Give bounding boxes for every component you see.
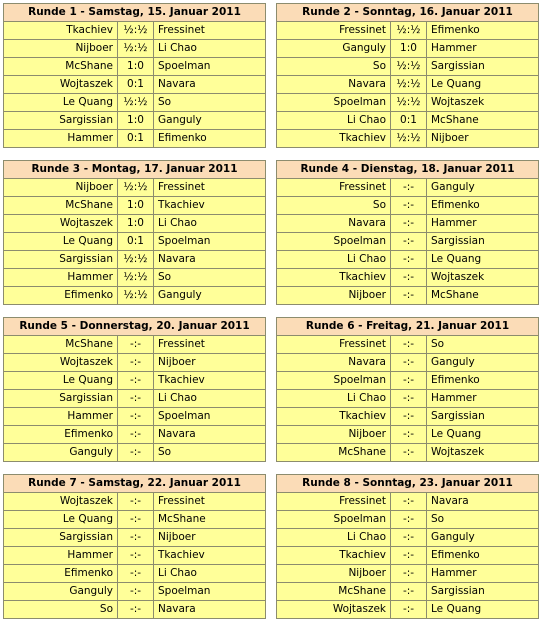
game-score: -:- [391, 336, 427, 354]
round-table-8 [276, 474, 539, 619]
game-score: -:- [118, 547, 154, 565]
home-player: Le Quang [4, 94, 118, 112]
away-player: Li Chao [154, 565, 266, 583]
game-row [277, 179, 539, 197]
game-score: -:- [118, 408, 154, 426]
away-player: Spoelman [154, 583, 266, 601]
game-score: -:- [391, 215, 427, 233]
game-row [4, 130, 266, 148]
away-player: Spoelman [154, 408, 266, 426]
home-player: Nijboer [277, 426, 391, 444]
home-player: Ganguly [4, 444, 118, 462]
away-player: Fressinet [154, 493, 266, 511]
home-player: Sargissian [4, 529, 118, 547]
home-player: Hammer [4, 269, 118, 287]
game-score: -:- [391, 390, 427, 408]
game-score: -:- [391, 565, 427, 583]
game-row [277, 601, 539, 619]
game-score: -:- [118, 583, 154, 601]
away-player: Li Chao [154, 390, 266, 408]
game-score: -:- [118, 601, 154, 619]
round-table-4 [276, 160, 539, 305]
game-row [4, 426, 266, 444]
home-player: Efimenko [4, 426, 118, 444]
game-row [4, 493, 266, 511]
game-row [277, 76, 539, 94]
game-row [4, 94, 266, 112]
round-table-1 [3, 3, 266, 148]
round-title: Runde 5 - Donnerstag, 20. Januar 2011 [4, 318, 266, 336]
game-row [4, 565, 266, 583]
away-player: Tkachiev [154, 547, 266, 565]
away-player: Wojtaszek [427, 94, 539, 112]
game-row [4, 233, 266, 251]
away-player: Nijboer [154, 529, 266, 547]
round-table-6 [276, 317, 539, 462]
game-score: 1:0 [391, 40, 427, 58]
home-player: Ganguly [4, 583, 118, 601]
home-player: Hammer [4, 130, 118, 148]
away-player: Spoelman [154, 58, 266, 76]
game-row [277, 233, 539, 251]
away-player: Spoelman [154, 233, 266, 251]
home-player: Wojtaszek [277, 601, 391, 619]
game-score: ½:½ [118, 179, 154, 197]
game-row [277, 354, 539, 372]
home-player: Sargissian [4, 251, 118, 269]
game-score: -:- [118, 426, 154, 444]
game-row [4, 390, 266, 408]
away-player: Efimenko [427, 22, 539, 40]
home-player: Fressinet [277, 493, 391, 511]
game-row [277, 130, 539, 148]
away-player: Navara [154, 601, 266, 619]
home-player: Tkachiev [277, 130, 391, 148]
game-score: ½:½ [118, 251, 154, 269]
game-row [277, 215, 539, 233]
away-player: Efimenko [427, 372, 539, 390]
home-player: Le Quang [4, 511, 118, 529]
away-player: McShane [427, 287, 539, 305]
game-row [4, 354, 266, 372]
home-player: McShane [4, 58, 118, 76]
away-player: So [154, 269, 266, 287]
away-player: Sargissian [427, 408, 539, 426]
away-player: Efimenko [427, 547, 539, 565]
game-row [277, 426, 539, 444]
round-table-3 [3, 160, 266, 305]
away-player: Hammer [427, 215, 539, 233]
away-player: Le Quang [427, 601, 539, 619]
home-player: Wojtaszek [4, 76, 118, 94]
game-score: -:- [391, 547, 427, 565]
home-player: Li Chao [277, 112, 391, 130]
game-score: -:- [118, 511, 154, 529]
game-score: 1:0 [118, 197, 154, 215]
away-player: Ganguly [154, 287, 266, 305]
game-score: ½:½ [391, 130, 427, 148]
game-score: -:- [391, 197, 427, 215]
away-player: Efimenko [154, 130, 266, 148]
game-row [4, 287, 266, 305]
home-player: Nijboer [4, 179, 118, 197]
game-row [4, 58, 266, 76]
round-title: Runde 6 - Freitag, 21. Januar 2011 [277, 318, 539, 336]
game-row [4, 372, 266, 390]
away-player: Fressinet [154, 179, 266, 197]
away-player: Tkachiev [154, 372, 266, 390]
game-score: -:- [118, 390, 154, 408]
round-table-2 [276, 3, 539, 148]
game-score: 0:1 [391, 112, 427, 130]
home-player: Ganguly [277, 40, 391, 58]
game-score: ½:½ [118, 269, 154, 287]
home-player: Sargissian [4, 112, 118, 130]
game-row [277, 251, 539, 269]
home-player: Navara [277, 354, 391, 372]
game-score: -:- [391, 601, 427, 619]
away-player: Sargissian [427, 583, 539, 601]
game-row [277, 444, 539, 462]
home-player: Wojtaszek [4, 354, 118, 372]
game-row [4, 179, 266, 197]
away-player: Wojtaszek [427, 269, 539, 287]
away-player: McShane [427, 112, 539, 130]
away-player: Navara [154, 426, 266, 444]
round-table-7 [3, 474, 266, 619]
game-row [277, 287, 539, 305]
game-row [4, 444, 266, 462]
home-player: Nijboer [277, 565, 391, 583]
game-score: 1:0 [118, 112, 154, 130]
away-player: Ganguly [427, 179, 539, 197]
game-row [277, 390, 539, 408]
home-player: McShane [277, 444, 391, 462]
game-row [277, 58, 539, 76]
home-player: McShane [4, 197, 118, 215]
game-row [4, 547, 266, 565]
game-score: -:- [391, 583, 427, 601]
game-row [4, 251, 266, 269]
game-score: 0:1 [118, 130, 154, 148]
round-table-5 [3, 317, 266, 462]
game-row [277, 197, 539, 215]
home-player: McShane [277, 583, 391, 601]
game-score: ½:½ [118, 22, 154, 40]
away-player: Ganguly [427, 529, 539, 547]
game-row [277, 547, 539, 565]
game-score: -:- [391, 444, 427, 462]
game-row [4, 511, 266, 529]
round-title: Runde 2 - Sonntag, 16. Januar 2011 [277, 4, 539, 22]
game-score: -:- [391, 287, 427, 305]
home-player: Nijboer [277, 287, 391, 305]
game-score: -:- [391, 179, 427, 197]
game-score: ½:½ [391, 76, 427, 94]
away-player: So [427, 336, 539, 354]
game-score: -:- [118, 444, 154, 462]
game-score: -:- [391, 408, 427, 426]
away-player: Li Chao [154, 40, 266, 58]
home-player: Fressinet [277, 22, 391, 40]
home-player: Navara [277, 76, 391, 94]
away-player: Le Quang [427, 76, 539, 94]
game-row [4, 76, 266, 94]
away-player: Hammer [427, 40, 539, 58]
game-row [277, 565, 539, 583]
away-player: Li Chao [154, 215, 266, 233]
game-row [277, 372, 539, 390]
home-player: Hammer [4, 547, 118, 565]
away-player: Fressinet [154, 22, 266, 40]
home-player: Tkachiev [277, 408, 391, 426]
game-row [4, 197, 266, 215]
home-player: So [4, 601, 118, 619]
game-score: -:- [118, 565, 154, 583]
game-row [277, 529, 539, 547]
away-player: Hammer [427, 390, 539, 408]
game-score: ½:½ [391, 58, 427, 76]
round-title: Runde 4 - Dienstag, 18. Januar 2011 [277, 161, 539, 179]
away-player: Le Quang [427, 426, 539, 444]
game-score: -:- [391, 251, 427, 269]
game-row [4, 215, 266, 233]
away-player: Navara [154, 76, 266, 94]
away-player: Tkachiev [154, 197, 266, 215]
game-row [277, 493, 539, 511]
away-player: Nijboer [427, 130, 539, 148]
game-score: 1:0 [118, 58, 154, 76]
home-player: Nijboer [4, 40, 118, 58]
home-player: Spoelman [277, 233, 391, 251]
home-player: Li Chao [277, 390, 391, 408]
away-player: Ganguly [154, 112, 266, 130]
game-score: -:- [118, 493, 154, 511]
home-player: Fressinet [277, 179, 391, 197]
game-score: -:- [391, 354, 427, 372]
home-player: Li Chao [277, 529, 391, 547]
game-row [4, 408, 266, 426]
away-player: Nijboer [154, 354, 266, 372]
game-row [277, 408, 539, 426]
away-player: McShane [154, 511, 266, 529]
game-score: -:- [391, 372, 427, 390]
home-player: So [277, 197, 391, 215]
home-player: Navara [277, 215, 391, 233]
game-row [277, 112, 539, 130]
home-player: Wojtaszek [4, 493, 118, 511]
home-player: So [277, 58, 391, 76]
game-score: -:- [391, 426, 427, 444]
game-row [277, 94, 539, 112]
round-title: Runde 1 - Samstag, 15. Januar 2011 [4, 4, 266, 22]
home-player: Wojtaszek [4, 215, 118, 233]
home-player: Tkachiev [277, 269, 391, 287]
game-row [4, 583, 266, 601]
game-score: -:- [118, 529, 154, 547]
away-player: Le Quang [427, 251, 539, 269]
game-score: -:- [118, 372, 154, 390]
home-player: Sargissian [4, 390, 118, 408]
home-player: Spoelman [277, 372, 391, 390]
away-player: Navara [154, 251, 266, 269]
away-player: So [427, 511, 539, 529]
home-player: Le Quang [4, 372, 118, 390]
game-score: ½:½ [118, 40, 154, 58]
home-player: Le Quang [4, 233, 118, 251]
round-title: Runde 8 - Sonntag, 23. Januar 2011 [277, 475, 539, 493]
game-row [277, 22, 539, 40]
game-row [277, 336, 539, 354]
home-player: Fressinet [277, 336, 391, 354]
game-row [4, 40, 266, 58]
home-player: Efimenko [4, 287, 118, 305]
game-score: -:- [391, 511, 427, 529]
away-player: Navara [427, 493, 539, 511]
game-score: 0:1 [118, 233, 154, 251]
away-player: Ganguly [427, 354, 539, 372]
game-row [277, 583, 539, 601]
game-score: 0:1 [118, 76, 154, 94]
game-score: -:- [391, 269, 427, 287]
away-player: Sargissian [427, 233, 539, 251]
game-score: 1:0 [118, 215, 154, 233]
game-score: ½:½ [118, 94, 154, 112]
game-row [277, 269, 539, 287]
game-score: -:- [391, 233, 427, 251]
game-row [4, 601, 266, 619]
home-player: Li Chao [277, 251, 391, 269]
game-row [4, 529, 266, 547]
game-score: ½:½ [391, 22, 427, 40]
home-player: McShane [4, 336, 118, 354]
game-row [4, 22, 266, 40]
home-player: Efimenko [4, 565, 118, 583]
home-player: Spoelman [277, 94, 391, 112]
home-player: Tkachiev [4, 22, 118, 40]
away-player: Efimenko [427, 197, 539, 215]
away-player: So [154, 94, 266, 112]
game-row [4, 336, 266, 354]
game-row [277, 40, 539, 58]
away-player: Sargissian [427, 58, 539, 76]
home-player: Spoelman [277, 511, 391, 529]
game-score: -:- [118, 336, 154, 354]
game-score: -:- [118, 354, 154, 372]
away-player: Fressinet [154, 336, 266, 354]
home-player: Hammer [4, 408, 118, 426]
away-player: So [154, 444, 266, 462]
game-score: ½:½ [118, 287, 154, 305]
game-row [277, 511, 539, 529]
away-player: Hammer [427, 565, 539, 583]
game-row [4, 269, 266, 287]
game-score: -:- [391, 529, 427, 547]
home-player: Tkachiev [277, 547, 391, 565]
round-title: Runde 3 - Montag, 17. Januar 2011 [4, 161, 266, 179]
game-score: ½:½ [391, 94, 427, 112]
game-row [4, 112, 266, 130]
round-title: Runde 7 - Samstag, 22. Januar 2011 [4, 475, 266, 493]
game-score: -:- [391, 493, 427, 511]
away-player: Wojtaszek [427, 444, 539, 462]
